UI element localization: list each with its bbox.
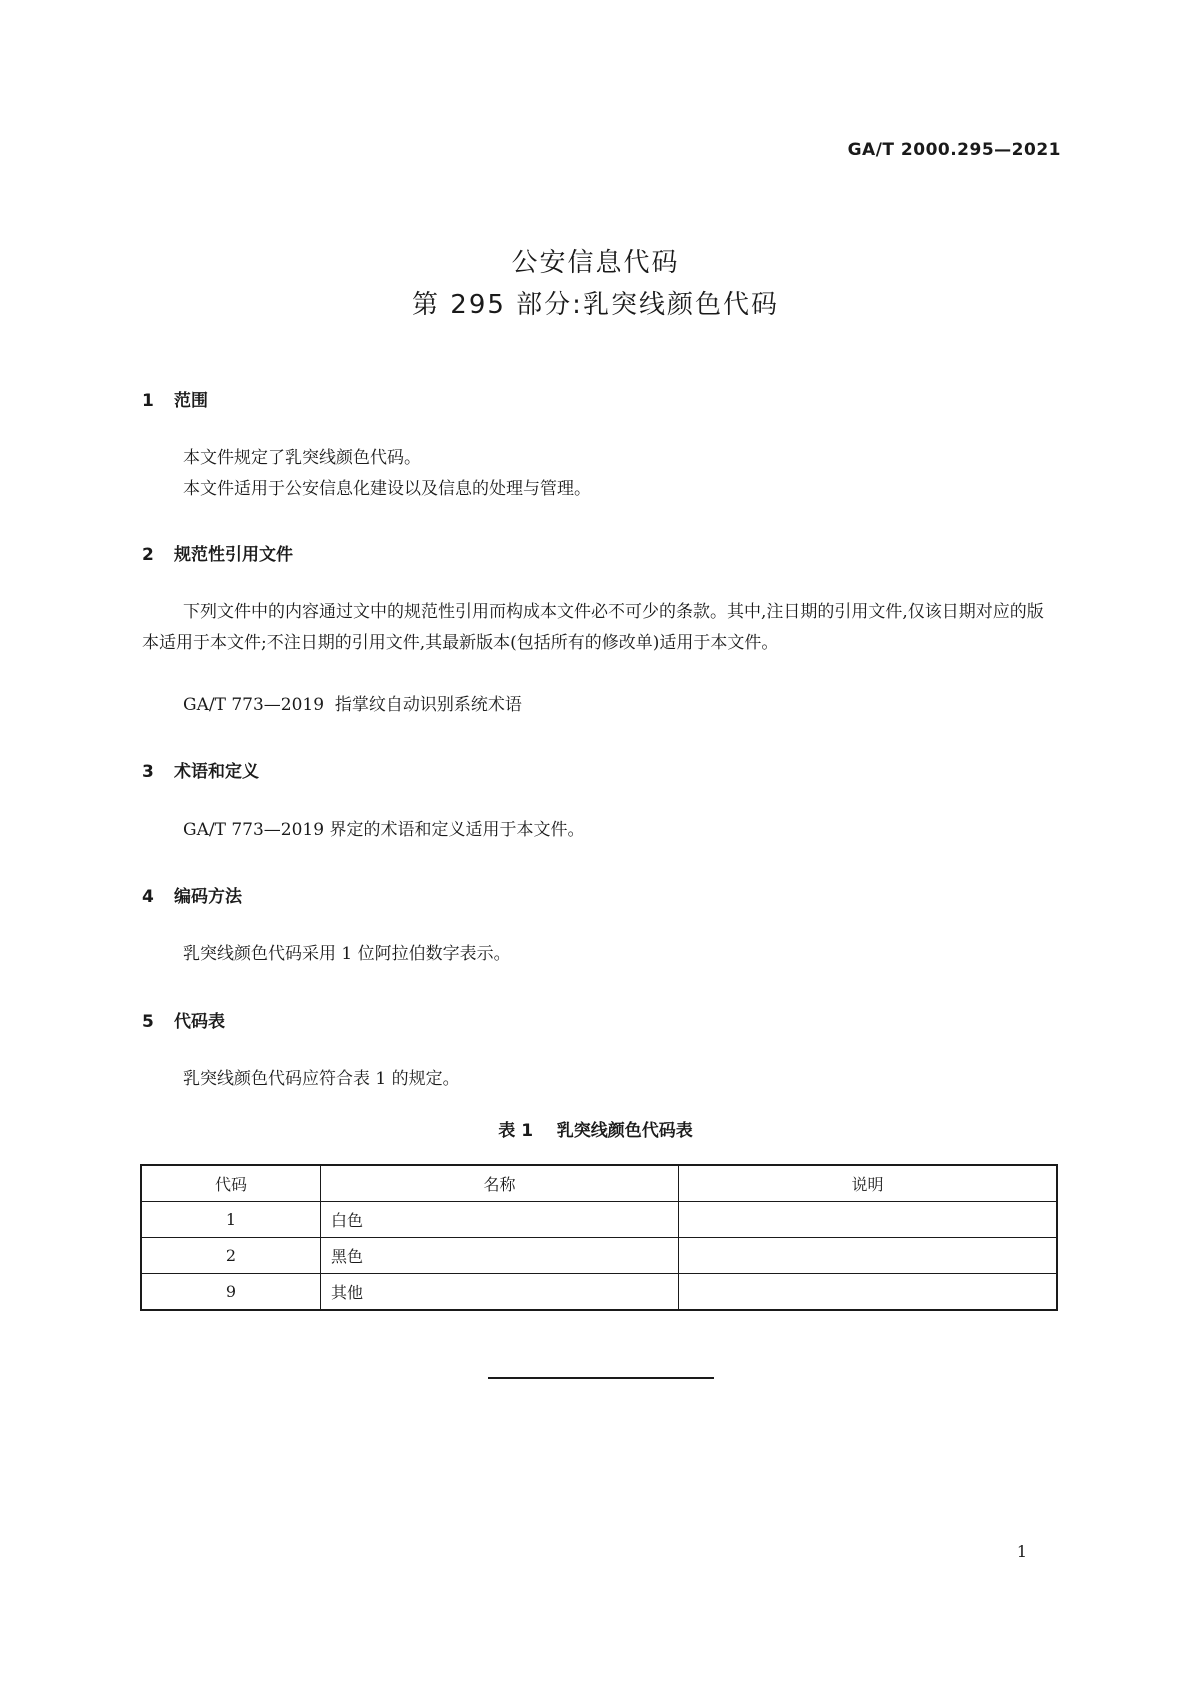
cell-description [679,1202,1058,1238]
document-title: 公安信息代码 [511,248,680,278]
end-of-document-rule [488,1377,714,1379]
paragraph: 下列文件中的内容通过文中的规范性引用而构成本文件必不可少的条款。其中,注日期的引用文件,仅该日期对应的版本适用于本文件;不注日期的引用文件,其最新版本(包括所有的修改单)适用于本文件。 [142,602,1044,653]
document-subtitle: 第 295 部分:乳突线颜色代码 [412,290,779,320]
table-header-row [141,1165,1057,1202]
page-number: 1 [1016,1542,1027,1561]
cell-name: 其他 [321,1274,679,1311]
cell-code: 1 [141,1202,321,1238]
table-row [141,1274,1057,1311]
section-number: 3 [142,762,154,782]
cell-description [679,1274,1058,1311]
column-header-code: 代码 [141,1165,321,1202]
paragraph: 本文件规定了乳突线颜色代码。 [183,448,421,468]
table-caption: 表 1 乳突线颜色代码表 [498,1121,693,1141]
section-title: 编码方法 [174,887,242,907]
paragraph: GA/T 773—2019 界定的术语和定义适用于本文件。 [183,820,585,840]
cell-description [679,1238,1058,1274]
table-row [141,1238,1057,1274]
section-number: 1 [142,391,154,411]
section-title: 术语和定义 [174,762,259,782]
section-title: 范围 [174,391,208,411]
cell-code: 9 [141,1274,321,1311]
column-header-description: 说明 [679,1165,1058,1202]
section-title: 代码表 [174,1012,225,1032]
section-number: 4 [142,887,154,907]
section-number: 5 [142,1012,154,1032]
section-heading-normative-references [142,540,293,565]
cell-name: 白色 [321,1202,679,1238]
section-heading-terms [142,757,259,782]
paragraph: 乳突线颜色代码采用 1 位阿拉伯数字表示。 [183,944,511,964]
code-table [140,1164,1058,1311]
section-heading-coding-method [142,882,242,907]
standard-code: GA/T 2000.295—2021 [847,140,1061,160]
column-header-name: 名称 [321,1165,679,1202]
section-title: 规范性引用文件 [174,545,293,565]
section-number: 2 [142,545,154,565]
cell-name: 黑色 [321,1238,679,1274]
table-row [141,1202,1057,1238]
paragraph: 乳突线颜色代码应符合表 1 的规定。 [183,1069,460,1089]
paragraph: 本文件适用于公安信息化建设以及信息的处理与管理。 [183,479,591,499]
section-heading-scope [142,386,208,411]
cell-code: 2 [141,1238,321,1274]
reference-entry: GA/T 773—2019 指掌纹自动识别系统术语 [183,695,522,715]
section-heading-code-table [142,1007,225,1032]
